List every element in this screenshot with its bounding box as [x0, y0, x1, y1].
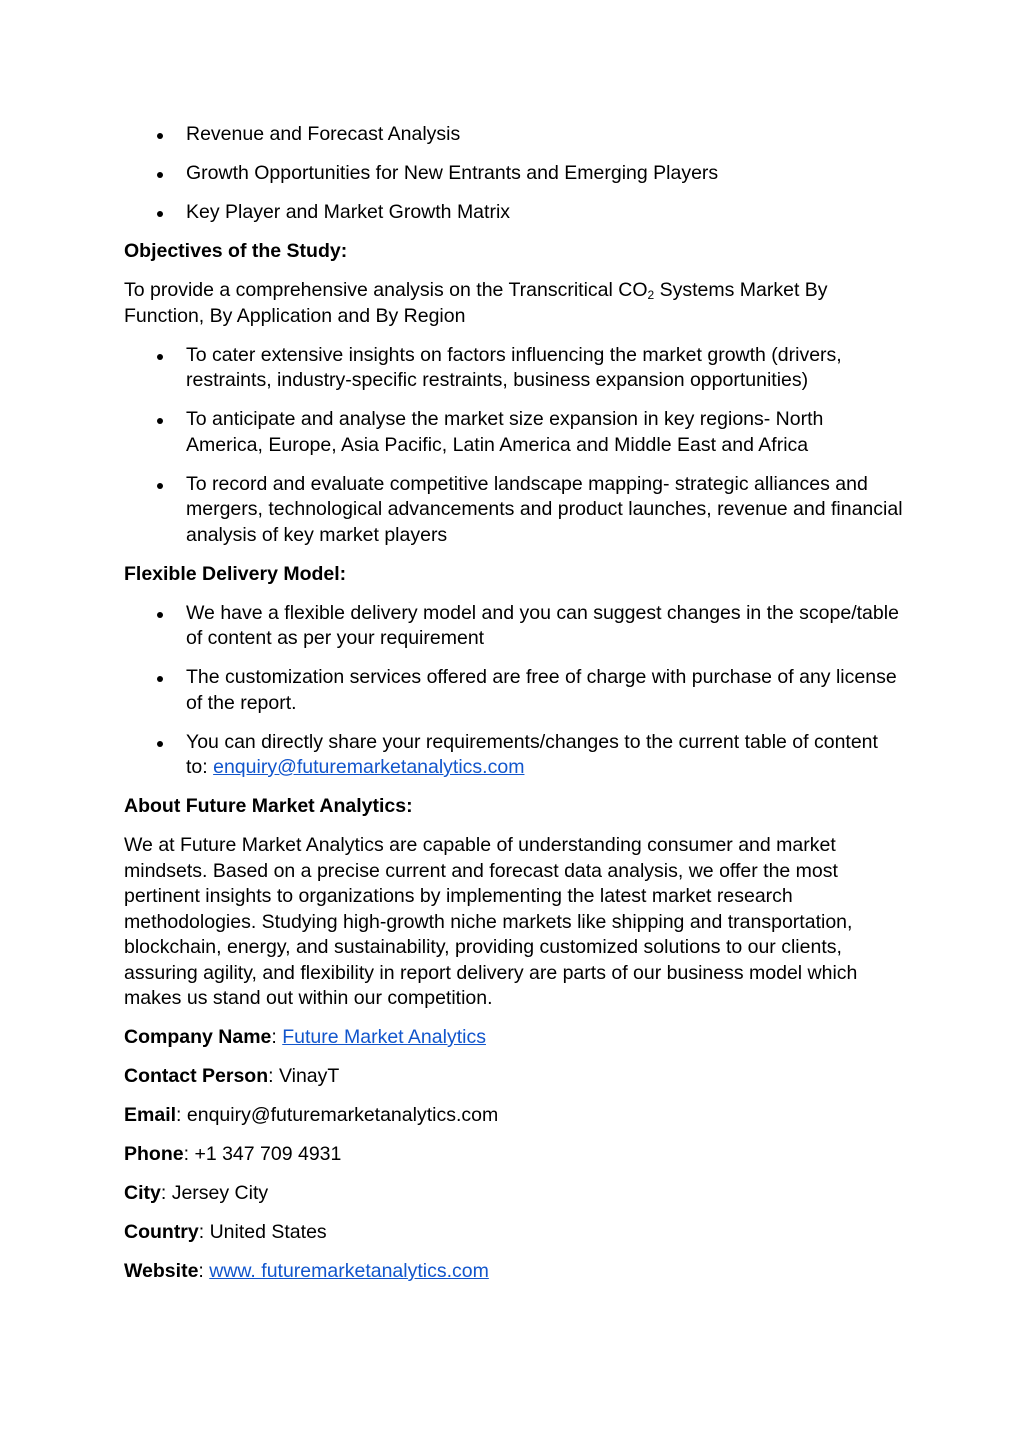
contact-person-label: Contact Person — [124, 1065, 269, 1087]
bullet-icon — [157, 172, 163, 178]
contact-person-value: VinayT — [278, 1065, 340, 1087]
contact-person-row — [124, 1064, 904, 1090]
document-page — [124, 122, 904, 1298]
website-label: Website — [124, 1260, 199, 1282]
list-item-text: Growth Opportunities for New Entrants and Emerging Players — [186, 162, 719, 184]
company-name-row — [124, 1025, 904, 1051]
list-item-text: You can directly share your requirements/changes to the current table of content to: — [186, 730, 878, 778]
label-separator: : — [268, 1065, 279, 1087]
list-item-text: To record and evaluate competitive landscape mapping- strategic alliances and mergers, technological advancements and product launches, revenue and financial analysis of key market players — [186, 472, 903, 546]
bullet-icon — [157, 211, 163, 217]
list-item — [124, 407, 904, 458]
email-label: Email — [124, 1104, 177, 1126]
label-separator: : — [198, 1221, 210, 1243]
list-item — [124, 161, 904, 187]
bullet-icon — [157, 418, 163, 424]
list-item — [124, 200, 904, 226]
label-separator: : — [271, 1026, 283, 1048]
website-row — [124, 1259, 904, 1285]
phone-label: Phone — [124, 1143, 184, 1165]
objectives-intro-pre: To provide a comprehensive analysis on the Transcritical CO — [124, 279, 648, 301]
objectives-intro — [124, 278, 904, 329]
list-item — [124, 343, 904, 394]
list-item — [124, 472, 904, 549]
city-label: City — [124, 1182, 161, 1204]
list-item-text: To anticipate and analyse the market size expansion in key regions- North America, Europe, Asia Pacific, Latin America and Middle East and Africa — [186, 408, 824, 456]
bullet-icon — [157, 354, 163, 360]
list-item — [124, 122, 904, 148]
bullet-icon — [157, 483, 163, 489]
list-item-text: Key Player and Market Growth Matrix — [186, 201, 511, 223]
delivery-heading: Flexible Delivery Model: — [124, 562, 347, 585]
list-item-text: Revenue and Forecast Analysis — [186, 123, 461, 145]
bullet-icon — [157, 612, 163, 618]
objectives-bullet-list — [124, 343, 904, 549]
list-item — [124, 601, 904, 652]
phone-value: +1 347 709 4931 — [194, 1143, 342, 1165]
phone-row — [124, 1142, 904, 1168]
company-name-label: Company Name — [124, 1026, 272, 1048]
list-item-text: We have a flexible delivery model and you can suggest changes in the scope/table of content as per your requirement — [186, 601, 899, 649]
country-row — [124, 1220, 904, 1246]
bullet-icon — [157, 741, 163, 747]
bullet-icon — [157, 133, 163, 139]
enquiry-email-link[interactable]: enquiry@futuremarketanalytics.com — [213, 756, 525, 778]
label-separator: : — [183, 1143, 195, 1165]
about-body: We at Future Market Analytics are capable of understanding consumer and market mindsets. Based on a precise current and forecast data analysis, we offer the most pertinent insights to organizations by implementing the latest market research methodologies. Studying high-growth niche markets like shipping and transportation, blockchain, energy, and sustainability, providing customized solutions to our clients, assuring agility, and flexibility in report delivery are parts of our business model which makes us stand out within our competition. — [124, 834, 858, 1009]
top-bullet-list — [124, 122, 904, 226]
about-heading: About Future Market Analytics: — [124, 795, 413, 817]
email-row — [124, 1103, 904, 1129]
country-value: United States — [209, 1221, 327, 1243]
company-name-link[interactable]: Future Market Analytics — [282, 1026, 486, 1048]
list-item-text: To cater extensive insights on factors influencing the market growth (drivers, restraints, industry-specific restraints, business expansion opportunities) — [186, 343, 842, 391]
objectives-intro-post: Systems Market By Function, By Application and By Region — [124, 279, 828, 327]
co2-subscript: 2 — [647, 288, 655, 302]
list-item — [124, 730, 904, 781]
list-item — [124, 665, 904, 716]
website-link[interactable]: www. futuremarketanalytics.com — [209, 1260, 489, 1282]
label-separator: : — [176, 1104, 187, 1126]
country-label: Country — [124, 1221, 199, 1243]
delivery-bullet-list — [124, 601, 904, 781]
label-separator: : — [198, 1260, 210, 1282]
email-value: enquiry@futuremarketanalytics.com — [186, 1104, 499, 1126]
bullet-icon — [157, 676, 163, 682]
city-value: Jersey City — [171, 1182, 269, 1204]
label-separator: : — [160, 1182, 172, 1204]
objectives-heading: Objectives of the Study: — [124, 240, 348, 262]
city-row — [124, 1181, 904, 1207]
list-item-text: The customization services offered are free of charge with purchase of any license of the report. — [186, 666, 897, 714]
